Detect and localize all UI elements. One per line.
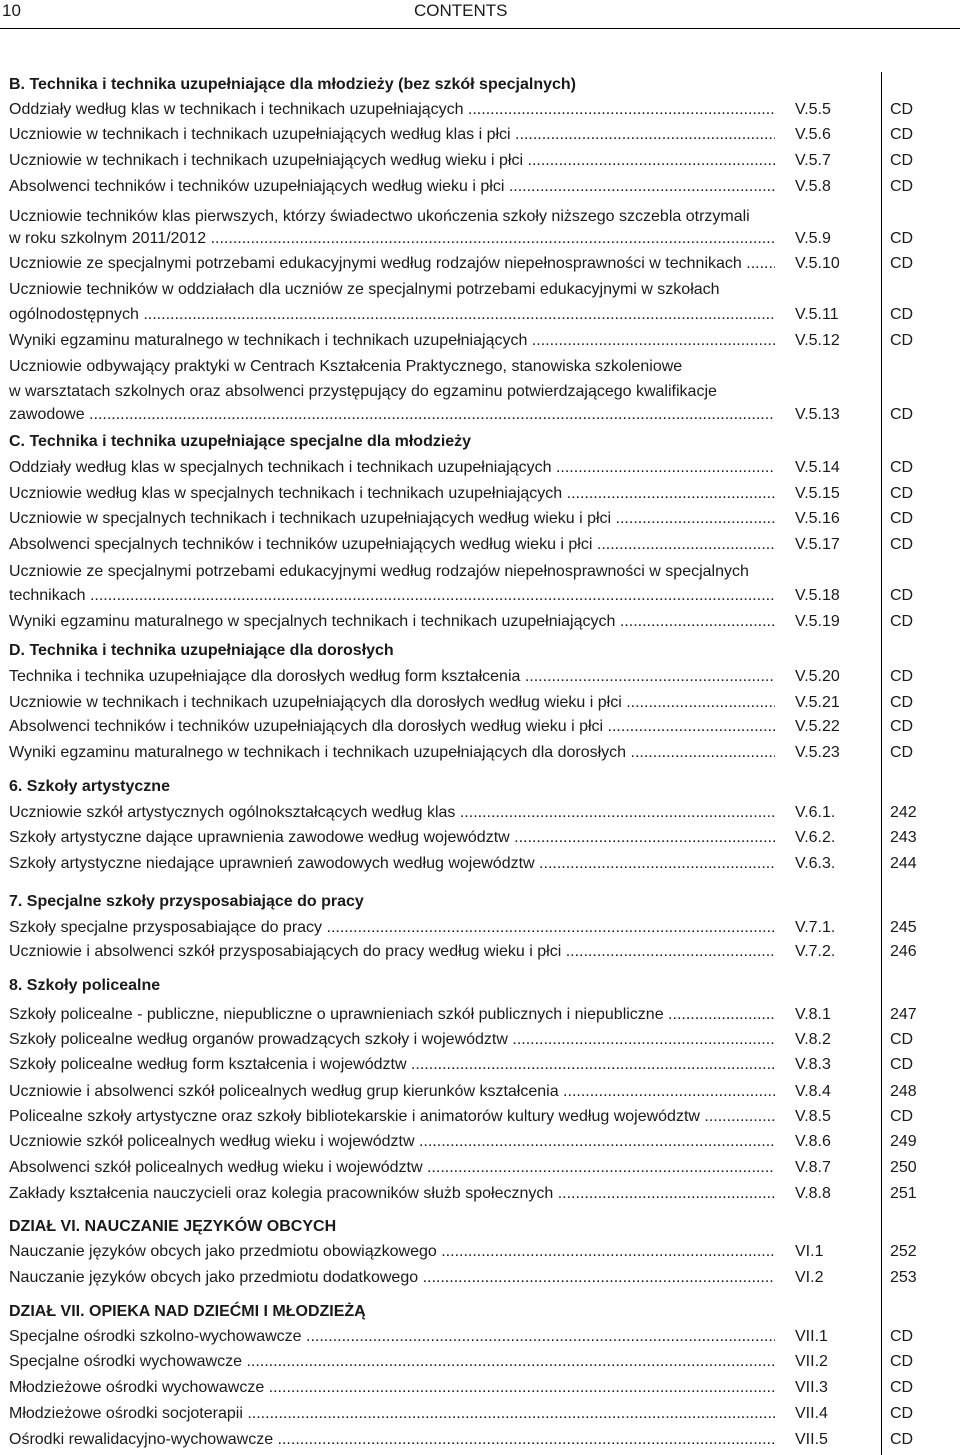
table-reference: V.7.1. (795, 919, 836, 936)
table-reference: VI.1 (795, 1243, 824, 1260)
toc-entry-title: Uczniowie szkół artystycznych ogólnokształcących według klas ..... (9, 802, 775, 824)
toc-entry-continuation (0, 356, 960, 378)
section-heading (0, 1216, 960, 1238)
toc-entry (0, 1054, 960, 1076)
toc-entry (0, 1377, 960, 1399)
table-reference: V.5.10 (795, 255, 840, 272)
table-reference: VII.3 (795, 1379, 828, 1396)
table-reference: V.5.11 (795, 306, 839, 323)
table-reference: V.8.8 (795, 1185, 831, 1202)
toc-entry (0, 1183, 960, 1205)
section-heading (0, 776, 960, 798)
table-reference: VII.5 (795, 1431, 828, 1448)
toc-entry-continuation (0, 561, 960, 583)
toc-entry (0, 508, 960, 530)
table-reference: V.5.20 (795, 668, 840, 685)
toc-entry (0, 1004, 960, 1026)
page-reference: CD (890, 332, 914, 349)
toc-entry (0, 330, 960, 352)
table-reference: V.8.6 (795, 1133, 831, 1150)
table-reference: V.8.5 (795, 1108, 831, 1125)
toc-entry-title: Szkoły artystyczne niedające uprawnień zawodowych według województw ..... (9, 853, 775, 875)
page-reference: CD (890, 178, 914, 195)
toc-entry (0, 802, 960, 824)
toc-entry-title: Szkoły policealne według form kształcenia i województw ..... (9, 1054, 775, 1076)
toc-entry (0, 941, 960, 963)
table-reference: VII.2 (795, 1353, 828, 1370)
table-reference: V.5.21 (795, 694, 840, 711)
toc-entry (0, 742, 960, 764)
toc-entry-title: Uczniowie ze specjalnymi potrzebami edukacyjnymi według rodzajów niepełnosprawności w technikach ..... (9, 253, 775, 275)
table-reference: V.5.13 (795, 406, 840, 423)
toc-entry-title: Zakłady kształcenia nauczycieli oraz kolegia pracowników służb społecznych ..... (9, 1183, 775, 1205)
toc-entry-title: Uczniowie w technikach i technikach uzupełniających według klas i płci ..... (9, 124, 775, 146)
table-reference: V.6.1. (795, 804, 836, 821)
table-reference: V.6.2. (795, 829, 836, 846)
page-reference: CD (890, 1056, 914, 1073)
toc-entry-title: Uczniowie w specjalnych technikach i technikach uzupełniających według wieku i płci ..... (9, 508, 775, 530)
page-reference: CD (890, 230, 914, 247)
toc-entry (0, 585, 960, 607)
page-number: 10 (2, 1, 21, 20)
table-reference: V.5.16 (795, 510, 840, 527)
page-reference: CD (890, 1379, 914, 1396)
page-reference: 242 (890, 804, 917, 821)
toc-entry-title: Oddziały według klas w specjalnych technikach i technikach uzupełniających ..... (9, 457, 775, 479)
section-heading-text: 8. Szkoły policealne (9, 977, 161, 994)
toc-entry (0, 483, 960, 505)
toc-entry-title: w roku szkolnym 2011/2012 ..... (9, 228, 775, 250)
toc-entry-title: Policealne szkoły artystyczne oraz szkoły bibliotekarskie i animatorów kultury według województw ..... (9, 1106, 775, 1128)
toc-entry (0, 716, 960, 738)
page-reference: CD (890, 536, 914, 553)
section-heading-text: DZIAŁ VI. NAUCZANIE JĘZYKÓW OBCYCH (9, 1218, 337, 1235)
toc-entry (0, 1131, 960, 1153)
toc-entry-title: Młodzieżowe ośrodki wychowawcze ..... (9, 1377, 775, 1399)
toc-entry-title: Wyniki egzaminu maturalnego w technikach i technikach uzupełniających ..... (9, 330, 775, 352)
toc-entry (0, 1403, 960, 1425)
table-reference: V.5.12 (795, 332, 840, 349)
toc-entry-title: Wyniki egzaminu maturalnego w technikach i technikach uzupełniających dla dorosłych ..... (9, 742, 775, 764)
page-reference: 250 (890, 1159, 917, 1176)
toc-entry-title: Uczniowie i absolwenci szkół przysposabiających do pracy według wieku i płci ..... (9, 941, 775, 963)
table-reference: VI.2 (795, 1269, 824, 1286)
page-reference: CD (890, 485, 914, 502)
table-reference: V.6.3. (795, 855, 836, 872)
toc-entry (0, 1241, 960, 1263)
toc-entry-title: Specjalne ośrodki szkolno-wychowawcze ..... (9, 1326, 775, 1348)
page-reference: CD (890, 1108, 914, 1125)
table-reference: V.7.2. (795, 943, 836, 960)
table-reference: V.8.4 (795, 1083, 831, 1100)
page-reference: CD (890, 613, 914, 630)
page-reference: 247 (890, 1006, 917, 1023)
section-heading-text: D. Technika i technika uzupełniające dla dorosłych (9, 642, 394, 659)
page-reference: CD (890, 1405, 914, 1422)
toc-entry (0, 917, 960, 939)
section-heading-text: 7. Specjalne szkoły przysposabiające do pracy (9, 893, 364, 910)
toc-entry-title: technikach ..... (9, 585, 775, 607)
page-reference: 244 (890, 855, 917, 872)
table-reference: V.5.8 (795, 178, 831, 195)
page-reference: CD (890, 406, 914, 423)
toc-entry (0, 692, 960, 714)
section-heading (0, 640, 960, 662)
toc-entry (0, 1326, 960, 1348)
toc-entry (0, 534, 960, 556)
toc-entry-title: Uczniowie i absolwenci szkół policealnych według grup kierunków kształcenia ..... (9, 1081, 775, 1103)
toc-entry (0, 1106, 960, 1128)
section-heading-text: B. Technika i technika uzupełniające dla młodzieży (bez szkół specjalnych) (9, 76, 576, 93)
toc-entry-title: Absolwenci szkół policealnych według wieku i województw ..... (9, 1157, 775, 1179)
toc-entry-title: Uczniowie w technikach i technikach uzupełniających według wieku i płci ..... (9, 150, 775, 172)
toc-entry-title: Technika i technika uzupełniające dla dorosłych według form kształcenia ..... (9, 666, 775, 688)
toc-entry (0, 124, 960, 146)
page-reference: CD (890, 1353, 914, 1370)
table-reference: V.8.3 (795, 1056, 831, 1073)
toc-entry-continuation (0, 279, 960, 301)
page-reference: 243 (890, 829, 917, 846)
table-reference: V.5.15 (795, 485, 840, 502)
toc-entry (0, 228, 960, 250)
page-reference: CD (890, 306, 914, 323)
toc-entry-title: ogólnodostępnych ..... (9, 304, 775, 326)
toc-entry-title: Uczniowie ze specjalnymi potrzebami edukacyjnymi według rodzajów niepełnosprawności w specjalnych (9, 563, 749, 580)
page-reference: CD (890, 101, 914, 118)
table-reference: V.5.17 (795, 536, 840, 553)
toc-entry-title: Absolwenci specjalnych techników i techników uzupełniających według wieku i płci ..... (9, 534, 775, 556)
table-reference: V.8.2 (795, 1031, 831, 1048)
toc-entry-title: Specjalne ośrodki wychowawcze ..... (9, 1351, 775, 1373)
table-reference: V.5.5 (795, 101, 831, 118)
toc-entry-title: Uczniowie techników klas pierwszych, którzy świadectwo ukończenia szkoły niższego szczebla otrzymali (9, 208, 750, 225)
page-reference: CD (890, 126, 914, 143)
page-reference: 248 (890, 1083, 917, 1100)
table-reference: V.8.7 (795, 1159, 831, 1176)
page-reference: 249 (890, 1133, 917, 1150)
toc-entry (0, 304, 960, 326)
toc-entry (0, 404, 960, 426)
toc-entry (0, 611, 960, 633)
toc-entry (0, 853, 960, 875)
toc-entry (0, 457, 960, 479)
toc-entry-title: w warsztatach szkolnych oraz absolwenci przystępujący do egzaminu potwierdzającego kwalifikacje (9, 383, 717, 400)
page-reference: CD (890, 587, 914, 604)
toc-entry-title: Ośrodki rewalidacyjno-wychowawcze ..... (9, 1429, 775, 1451)
toc-entry-title: Absolwenci techników i techników uzupełniających dla dorosłych według wieku i płci ..... (9, 716, 775, 738)
section-heading-text: C. Technika i technika uzupełniające specjalne dla młodzieży (9, 433, 472, 450)
section-heading (0, 431, 960, 453)
toc-entry-title: Młodzieżowe ośrodki socjoterapii ..... (9, 1403, 775, 1425)
toc-entry (0, 253, 960, 275)
toc-entry (0, 827, 960, 849)
toc-entry-continuation (0, 381, 960, 403)
section-heading (0, 891, 960, 913)
table-reference: VII.4 (795, 1405, 828, 1422)
toc-entry-title: Szkoły policealne - publiczne, niepubliczne o uprawnieniach szkół publicznych i niepubliczne ..... (9, 1004, 775, 1026)
table-reference: V.5.23 (795, 744, 840, 761)
table-reference: V.5.18 (795, 587, 840, 604)
page-reference: CD (890, 668, 914, 685)
page-reference: 245 (890, 919, 917, 936)
page-reference: CD (890, 1031, 914, 1048)
toc-entry-title: Nauczanie języków obcych jako przedmiotu obowiązkowego ..... (9, 1241, 775, 1263)
toc-entry (0, 1157, 960, 1179)
toc-entry-title: Szkoły specjalne przysposabiające do pracy ..... (9, 917, 775, 939)
toc-entry-title: Uczniowie według klas w specjalnych technikach i technikach uzupełniających ..... (9, 483, 775, 505)
table-reference: V.5.6 (795, 126, 831, 143)
toc-entry (0, 150, 960, 172)
toc-entry (0, 666, 960, 688)
table-reference: V.5.7 (795, 152, 831, 169)
toc-entry-title: Nauczanie języków obcych jako przedmiotu dodatkowego ..... (9, 1267, 775, 1289)
toc-entry-continuation (0, 206, 960, 228)
section-heading-text: 6. Szkoły artystyczne (9, 778, 170, 795)
toc-entry (0, 99, 960, 121)
page-reference: 246 (890, 943, 917, 960)
page-reference: CD (890, 744, 914, 761)
toc-entry (0, 1267, 960, 1289)
page-reference: CD (890, 459, 914, 476)
page-reference: 253 (890, 1269, 917, 1286)
toc-entry (0, 176, 960, 198)
toc-entry (0, 1429, 960, 1451)
toc-entry (0, 1351, 960, 1373)
table-reference: V.5.9 (795, 230, 831, 247)
toc-entry-title: Uczniowie odbywający praktyki w Centrach Kształcenia Praktycznego, stanowiska szkoleniowe (9, 358, 683, 375)
table-reference: VII.1 (795, 1328, 828, 1345)
section-heading-text: DZIAŁ VII. OPIEKA NAD DZIEĆMI I MŁODZIEŻĄ (9, 1303, 366, 1320)
toc-entry-title: Wyniki egzaminu maturalnego w specjalnych technikach i technikach uzupełniających ..... (9, 611, 775, 633)
page-title: CONTENTS (414, 1, 508, 20)
page-reference: 252 (890, 1243, 917, 1260)
page-reference: CD (890, 1328, 914, 1345)
toc-entry (0, 1029, 960, 1051)
page-reference: 251 (890, 1185, 917, 1202)
toc-entry (0, 1081, 960, 1103)
page-reference: CD (890, 510, 914, 527)
table-reference: V.5.14 (795, 459, 840, 476)
page-reference: CD (890, 718, 914, 735)
toc-entry-title: Uczniowie w technikach i technikach uzupełniających dla dorosłych według wieku i płci ..... (9, 692, 775, 714)
section-heading (0, 74, 960, 96)
page-reference: CD (890, 694, 914, 711)
toc-entry-title: Absolwenci techników i techników uzupełniających według wieku i płci ..... (9, 176, 775, 198)
toc-entry-title: Szkoły policealne według organów prowadzących szkoły i województw ..... (9, 1029, 775, 1051)
table-reference: V.5.19 (795, 613, 840, 630)
toc-entry-title: Szkoły artystyczne dające uprawnienia zawodowe według województw ..... (9, 827, 775, 849)
page-reference: CD (890, 1431, 914, 1448)
toc-entry-title: Oddziały według klas w technikach i technikach uzupełniających ..... (9, 99, 775, 121)
toc-entry-title: zawodowe ..... (9, 404, 775, 426)
section-heading (0, 975, 960, 997)
table-reference: V.8.1 (795, 1006, 831, 1023)
table-reference: V.5.22 (795, 718, 840, 735)
toc-entry-title: Uczniowie szkół policealnych według wieku i województw ..... (9, 1131, 775, 1153)
toc-entry-title: Uczniowie techników w oddziałach dla uczniów ze specjalnymi potrzebami edukacyjnymi w szkołach (9, 281, 720, 298)
page-reference: CD (890, 152, 914, 169)
page-reference: CD (890, 255, 914, 272)
section-heading (0, 1301, 960, 1323)
